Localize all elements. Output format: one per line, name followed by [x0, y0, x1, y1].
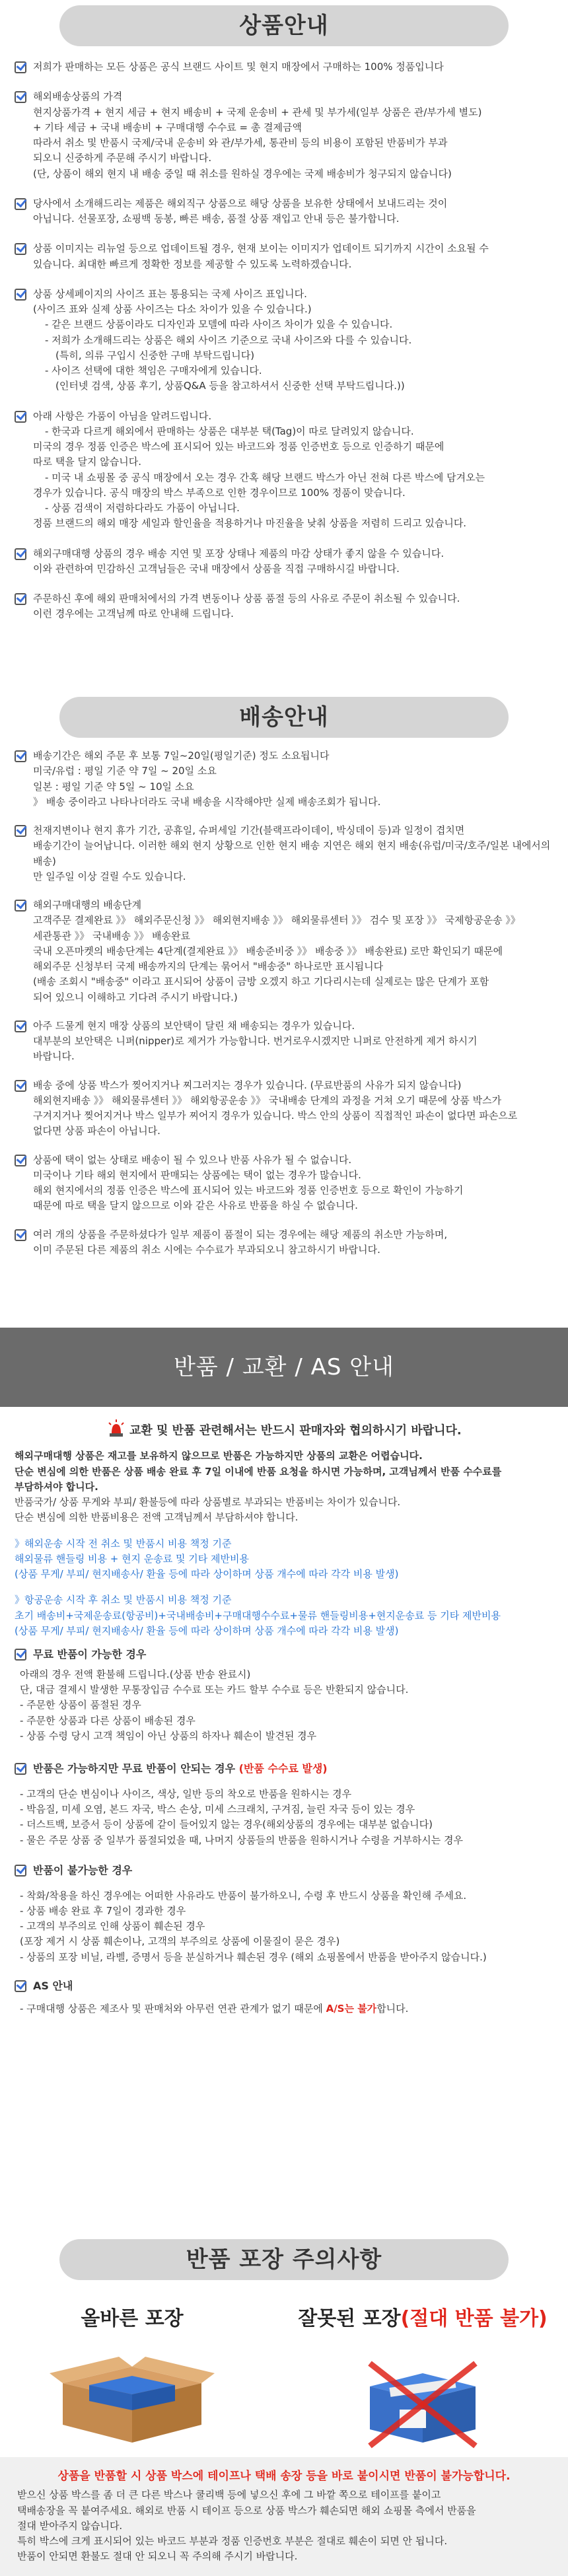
text-line: 》 배송 중이라고 나타나더라도 국내 배송을 시작해야만 실제 배송조회가 됩니다.: [33, 795, 381, 808]
text-line: 되오니 신중하게 주문해 주시기 바랍니다.: [33, 152, 212, 164]
siren-icon: [106, 1419, 126, 1443]
text-line: 세관통관 》》 국내배송 》》 배송완료: [33, 929, 190, 942]
text-line: 때문에 따로 택을 달지 않으므로 이와 같은 사유로 반품을 하실 수 없습니다.: [33, 1199, 358, 1212]
product-item: [15, 546, 553, 577]
text-line: (인터넷 검색, 상품 후기, 상품Q&A 등을 참고하셔서 신중한 선택 부탁드립니다.)): [55, 380, 405, 392]
text-line: - 상품 배송 완료 후 7일이 경과한 경우: [20, 1904, 186, 1917]
checkbox-icon: [15, 1155, 26, 1166]
text-line: 미국의 경우 정품 인증은 박스에 표시되어 있는 바코드와 정품 인증번호 등으로 인증하기 때문에: [33, 441, 444, 452]
paid-return-title: 반품은 가능하지만 무료 반품이 안되는 경우: [33, 1762, 236, 1775]
product-item-body: [33, 59, 553, 75]
text-line: (배송 조회시 "배송중" 이라고 표시되어 상품이 금방 오겠지 하고 기다리시는데 실제로는 많은 단계가 포함: [33, 976, 489, 988]
text-line: 받으신 상품 박스를 좀 더 큰 다른 박스나 쿨리백 등에 넣으신 후에 그 바깥 쪽으로 테이프를 붙이고: [17, 2489, 441, 2501]
product-item-body: [33, 196, 553, 227]
checkbox-icon: [15, 1865, 26, 1877]
text-line: 단순 변심에 의한 반품비용은 전액 고객님께서 부담하셔야 합니다.: [15, 1511, 299, 1524]
text-line: 여러 개의 상품을 주문하셨다가 일부 제품이 품절이 되는 경우에는 해당 제품의 취소만 가능하며,: [33, 1228, 448, 1240]
text-line: 주문하신 후에 해외 판매처에서의 가격 변동이나 상품 품절 등의 사유로 주문이 취소될 수 있습니다.: [33, 592, 460, 604]
checkbox-icon: [15, 198, 26, 210]
product-item: [15, 196, 553, 227]
text-line: - 상품 검색이 저렴하다라도 가품이 아닙니다.: [45, 502, 240, 514]
checkbox-icon: [15, 91, 26, 103]
bad-packing-em: (절대 반품 불가): [400, 2307, 548, 2330]
text-line: 고객주문 결제완료 》》 해외주문신청 》》 해외현지배송 》》 해외물류센터 》》 검수 및 포장 》》 국제항공운송 》》: [33, 914, 520, 927]
delivery-item-body: [33, 1153, 553, 1214]
text-line: 당사에서 소개해드리는 제품은 해외직구 상품으로 해당 상품을 보유한 상태에서 보내드리는 것이: [33, 197, 448, 209]
checkbox-icon: [15, 411, 26, 423]
as-line-em: A/S는 불가: [326, 2002, 377, 2015]
text-line: 배송기간은 해외 주문 후 보통 7일~20일(평일기준) 정도 소요됩니다: [33, 750, 330, 762]
packing-notice: [0, 2457, 568, 2576]
delivery-item-body: [33, 1078, 553, 1139]
text-line: 해외현지배송 》》 해외물류센터 》》 해외항공운송 》》 국내배송 단계의 과정을 거쳐 오기 때문에 상품 박스가: [33, 1094, 502, 1106]
text-line: 해외구매대행의 배송단계: [33, 899, 142, 911]
returns-intro: [15, 1449, 553, 1525]
product-item-body: [33, 409, 553, 532]
text-line: 없다면 상품 파손이 아닙니다.: [33, 1125, 160, 1137]
text-line: - 물은 주문 상품 중 일부가 품절되었을 때, 나머지 상품들의 반품을 원하시거나 수령을 거부하시는 경우: [20, 1834, 464, 1846]
text-line: 》항공운송 시작 후 취소 및 반품시 비용 책정 기준: [15, 1594, 232, 1606]
paid-return-title-em: (반품 수수료 발생): [238, 1762, 328, 1775]
text-line: 해외주문 신청부터 국제 배송까지의 단계는 묶어서 "배송중" 하나로만 표시됩니다: [33, 960, 384, 972]
text-line: 단, 대금 결제시 발생한 무통장입금 수수료 또는 카드 할부 수수료 등은 반환되지 않습니다.: [20, 1684, 409, 1696]
returns-alert: [15, 1419, 553, 1443]
bad-box-icon: [297, 2347, 548, 2457]
text-line: (단, 상품이 해외 현지 내 배송 중일 때 취소를 원하실 경우에는 국제 배송비가 청구되지 않습니다): [33, 167, 452, 180]
no-return-title: 반품이 불가능한 경우: [33, 1863, 133, 1877]
text-line: - 상품 수령 당시 고객 책임이 아닌 상품의 하자나 훼손이 발견된 경우: [20, 1729, 317, 1742]
no-return-block: [15, 1863, 553, 1879]
as-line-post: 합니다.: [376, 2002, 409, 2015]
checkbox-icon: [15, 548, 26, 560]
as-line-pre: - 구매대행 상품은 제조사 및 판매처와 아무런 연관 관계가 없기 때문에: [20, 2002, 326, 2015]
text-line: 구겨지거나 찢어지거나 박스 일부가 찌어지 경우가 있습니다. 박스 안의 상품이 직접적인 파손이 없다면 파손으로: [33, 1110, 518, 1122]
delivery-item-body: [33, 1227, 553, 1258]
product-item: [15, 59, 553, 75]
text-line: 상품 이미지는 리뉴얼 등으로 업데이트될 경우, 현재 보이는 이미지가 업데이트 되기까지 시간이 소요될 수: [33, 242, 489, 255]
text-line: (상품 무게/ 부피/ 현지배송사/ 환율 등에 따라 상이하며 상품 개수에 따라 각각 비용 발생): [15, 1624, 399, 1637]
text-line: 아주 드물게 현지 매장 상품의 보안택이 달린 채 배송되는 경우가 있습니다.: [33, 1019, 355, 1032]
text-line: 천재지변이나 현지 휴가 기간, 공휴일, 슈퍼세일 기간(블랙프라이데이, 박싱데이 등)과 일정이 겹치면: [33, 824, 465, 836]
checkbox-icon: [15, 1229, 26, 1241]
text-line: 해외 현지에서의 정품 인증은 박스에 표시되어 있는 바코드와 정품 인증번호 등으로 확인이 가능하기: [33, 1184, 464, 1196]
packing-section: [0, 2239, 568, 2280]
paid-return-block: [15, 1761, 553, 1777]
text-line: (포장 제거 시 상품 훼손이나, 고객의 부주의로 상품에 이물질이 묻은 경우): [20, 1935, 340, 1948]
text-line: - 저희가 소개해드리는 상품은 해외 사이즈 기준으로 국내 사이즈와 다를 수 있습니다.: [45, 334, 412, 346]
good-packing-label: 올바른 포장: [81, 2307, 184, 2330]
text-line: (상품 무게/ 부피/ 현지배송사/ 환율 등에 따라 상이하며 상품 개수에 따라 각각 비용 발생): [15, 1568, 399, 1580]
packing-notice-lines: [17, 2487, 551, 2564]
checkbox-icon: [15, 1649, 26, 1661]
no-return-lines: [15, 1888, 553, 1965]
checkbox-icon: [15, 1980, 26, 1992]
text-line: 정품 브랜드의 해외 매장 세일과 할인율을 적용하거나 마진율을 낮춰 상품을 저렴히 드리고 있습니다.: [33, 517, 467, 530]
text-line: (사이즈 표와 실제 상품 사이즈는 다소 차이가 있을 수 있습니다.): [33, 303, 312, 315]
text-line: - 사이즈 선택에 대한 책임은 구매자에게 있습니다.: [45, 365, 262, 376]
text-line: - 같은 브랜드 상품이라도 디자인과 모델에 따라 사이즈 차이가 있을 수 있습니다.: [45, 318, 393, 331]
as-title: AS 안내: [33, 1979, 73, 1992]
product-item: [15, 409, 553, 532]
delivery-item-body: [33, 823, 553, 884]
bad-packing: [297, 2304, 548, 2457]
checkbox-icon: [15, 825, 26, 837]
returns-section-title: 반품 / 교환 / AS 안내: [174, 1353, 394, 1380]
checkbox-icon: [15, 1763, 26, 1775]
delivery-item-body: [33, 1019, 553, 1065]
text-line: 있습니다. 최대한 빠르게 정확한 정보를 제공할 수 있도록 노력하겠습니다.: [33, 258, 352, 270]
text-line: 해외구매대행 상품은 재고를 보유하지 않으므로 반품은 가능하지만 상품의 교환은 어렵습니다.: [15, 1450, 423, 1462]
checkbox-icon: [15, 61, 26, 73]
text-line: 바랍니다.: [33, 1050, 75, 1063]
text-line: 상품 상세페이지의 사이즈 표는 통용되는 국제 사이즈 표입니다.: [33, 287, 307, 300]
text-line: - 주문한 상품이 품절된 경우: [20, 1699, 141, 1711]
bad-packing-label: 잘못된 포장: [298, 2307, 401, 2330]
checkbox-icon: [15, 1020, 26, 1032]
text-line: 반품이 안되면 환불도 절대 안 되오니 꼭 주의해 주시기 바랍니다.: [17, 2550, 298, 2563]
text-line: 반품국가/ 상품 무게와 부피/ 환불등에 따라 상품별로 부과되는 반품비는 차이가 있습니다.: [15, 1496, 401, 1508]
product-item-body: [33, 546, 553, 577]
text-line: 초기 배송비+국제운송료(항공비)+국내배송비+구매대행수수료+물류 핸들링비용+현지운송료 등 기타 제반비용: [15, 1609, 501, 1622]
text-line: 절대 받아주지 않습니다.: [17, 2519, 123, 2532]
text-line: 저희가 판매하는 모든 상품은 공식 브랜드 사이트 및 현지 매장에서 구매하는 100% 정품입니다: [33, 61, 444, 73]
delivery-section-header: [59, 697, 509, 738]
text-line: 국내 오픈마켓의 배송단계는 4단계(결제완료 》》 배송준비중 》》 배송중 》》 배송완료) 로만 확인되기 때문에: [33, 945, 503, 957]
good-box-icon: [46, 2347, 218, 2451]
text-line: 이와 관련하여 민감하신 고객님들은 국내 매장에서 상품을 직접 구매하시길 바랍니다.: [33, 562, 400, 575]
text-line: + 기타 세금 + 국내 배송비 + 구매대행 수수료 = 총 결제금액: [33, 121, 302, 133]
text-line: 현지상품가격 + 현지 세금 + 현지 배송비 + 국제 운송비 + 관세 및 부가세(일부 상품은 관/부가세 별도): [33, 106, 482, 118]
delivery-item-body: [33, 898, 553, 1005]
delivery-item: [15, 823, 553, 884]
product-item-body: [33, 89, 553, 182]
text-line: 해외구매대행 상품의 경우 배송 지연 및 포장 상태나 제품의 마감 상태가 좋지 않을 수 있습니다.: [33, 547, 444, 559]
text-line: 따라서 취소 및 반품시 국제/국내 운송비 와 관/부가세, 통관비 등의 비용이 포함된 반품비가 부과: [33, 137, 448, 149]
text-line: - 한국과 다르게 해외에서 판매하는 상품은 대부분 택(Tag)이 따로 달려있지 않습니다.: [45, 425, 414, 437]
checkbox-icon: [15, 243, 26, 255]
packing-section-title: 반품 포장 주의사항: [186, 2246, 382, 2273]
text-line: 》해외운송 시작 전 취소 및 반품시 비용 책정 기준: [15, 1537, 232, 1550]
text-line: 아닙니다. 선물포장, 쇼핑백 동봉, 빠른 배송, 품절 상품 재입고 안내 등은 불가합니다.: [33, 213, 400, 225]
text-line: 배송 중에 상품 박스가 찢어지거나 찌그러지는 경우가 있습니다. (무료반품의 사유가 되지 않습니다): [33, 1079, 462, 1091]
free-return-title: 무료 반품이 가능한 경우: [33, 1648, 147, 1661]
packing-notice-lead: 상품을 반품할 시 상품 박스에 테이프나 택배 송장 등을 바로 붙이시면 반품이 불가능합니다.: [57, 2470, 511, 2483]
as-line: [15, 2001, 553, 2017]
text-line: 경우가 있습니다. 공식 매장의 박스 부족으로 인한 경우이므로 100% 정품이 맞습니다.: [33, 486, 406, 499]
checkbox-icon: [15, 750, 26, 762]
free-return-lines: [15, 1667, 553, 1744]
delivery-section: [0, 697, 568, 1258]
text-line: 해외물류 핸들링 비용 + 현지 운송료 및 기타 제반비용: [15, 1552, 250, 1565]
text-line: 부담하셔야 합니다.: [15, 1480, 98, 1493]
text-line: - 더스트백, 보증서 등이 상품에 같이 들어있지 않는 경우(해외상품의 경우에는 대부분 없습니다): [20, 1818, 433, 1831]
returns-fee-before: [15, 1536, 553, 1583]
text-line: 특히 박스에 크게 표시되어 있는 바코드 부분과 정품 인증번호 부분은 절대로 훼손이 되면 안 됩니다.: [17, 2535, 448, 2548]
text-line: - 고객의 단순 변심이나 사이즈, 색상, 일반 등의 착오로 반품을 원하시는 경우: [20, 1787, 352, 1800]
text-line: 택배송장을 꼭 붙여주세요. 해외로 반품 시 테이프 등으로 상품 박스가 훼손되면 해외 쇼핑몰 측에서 반품을: [17, 2504, 476, 2517]
product-section: [0, 5, 568, 622]
returns-section: [0, 1328, 568, 2017]
checkbox-icon: [15, 1080, 26, 1092]
free-return-block: [15, 1647, 553, 1663]
delivery-item-body: [33, 748, 553, 810]
text-line: 만 일주일 이상 걸릴 수도 있습니다.: [33, 870, 186, 882]
text-line: 상품에 택이 없는 상태로 배송이 될 수 있으나 반품 사유가 될 수 없습니다.: [33, 1153, 352, 1166]
product-section-header: [59, 5, 509, 46]
text-line: 따로 택을 달지 않습니다.: [33, 456, 141, 468]
checkbox-icon: [15, 900, 26, 912]
text-line: 되어 있으니 이해하고 기다려 주시기 바랍니다.): [33, 991, 238, 1003]
product-item: [15, 591, 553, 622]
delivery-item: [15, 1078, 553, 1139]
text-line: 대부분의 보안택은 니퍼(nipper)로 제거가 가능합니다. 번거로우시겠지만 니퍼로 안전하게 제거 하시기: [33, 1035, 478, 1047]
text-line: - 착화/착용을 하신 경우에는 어떠한 사유라도 반품이 불가하오니, 수령 후 반드시 상품을 확인해 주세요.: [20, 1889, 467, 1902]
text-line: - 주문한 상품과 다른 상품이 배송된 경우: [20, 1714, 195, 1727]
product-item: [15, 89, 553, 182]
product-items: [0, 59, 568, 622]
delivery-section-title: 배송안내: [239, 703, 329, 731]
returns-section-header: [0, 1328, 568, 1407]
text-line: - 미국 내 쇼핑몰 중 공식 매장에서 오는 경우 간혹 해당 브랜드 박스가 아닌 전혀 다른 박스에 담겨오는: [45, 471, 485, 483]
text-line: - 박음질, 미세 오염, 본드 자국, 박스 손상, 미세 스크래치, 구겨짐, 늘린 자국 등이 있는 경우: [20, 1803, 415, 1816]
returns-alert-text: 교환 및 반품 관련해서는 반드시 판매자와 협의하시기 바랍니다.: [129, 1423, 462, 1438]
as-block: [15, 1978, 553, 1995]
product-item-body: [33, 591, 553, 622]
product-section-title: 상품안내: [239, 12, 329, 39]
product-item: [15, 241, 553, 272]
text-line: 아래 사항은 가품이 아님을 알려드립니다.: [33, 410, 212, 422]
delivery-item: [15, 898, 553, 1005]
checkbox-icon: [15, 289, 26, 301]
delivery-items: [0, 748, 568, 1258]
returns-fee-after: [15, 1592, 553, 1639]
product-item-body: [33, 287, 553, 394]
text-line: (특히, 의류 구입시 신중한 구매 부탁드립니다): [55, 349, 255, 361]
delivery-item: [15, 748, 553, 810]
product-item-body: [33, 241, 553, 272]
text-line: 아래의 경우 전액 환불해 드립니다.(상품 반송 완료시): [20, 1668, 251, 1680]
good-packing: [46, 2304, 218, 2451]
text-line: 일본 : 평일 기준 약 5일 ~ 10일 소요: [33, 780, 194, 793]
checkbox-icon: [15, 593, 26, 605]
product-item: [15, 287, 553, 394]
paid-return-lines: [15, 1787, 553, 1848]
text-line: 이미 주문된 다른 제품의 취소 시에는 수수료가 부과되오니 참고하시기 바랍니다.: [33, 1243, 380, 1256]
text-line: 이런 경우에는 고객님께 따로 안내해 드립니다.: [33, 608, 234, 620]
text-line: - 상품의 포장 비닐, 라벨, 증명서 등을 분실하거나 훼손된 경우 (해외 쇼핑몰에서 반품을 받아주지 않습니다.): [20, 1950, 487, 1963]
packing-section-header: [59, 2239, 509, 2280]
text-line: 해외배송상품의 가격: [33, 90, 123, 103]
text-line: - 고객의 부주의로 인해 상품이 훼손된 경우: [20, 1920, 205, 1933]
text-line: 단순 변심에 의한 반품은 상품 배송 완료 후 7일 이내에 반품 요청을 하시면 가능하며, 고객님께서 반품 수수료를: [15, 1465, 502, 1478]
delivery-item: [15, 1019, 553, 1065]
text-line: 배송기간이 늘어납니다. 이러한 해외 현지 상황으로 인한 현지 배송 지연은 해외 현지 배송(유럽/미국/호주/일본 내에서의 배송): [33, 840, 551, 867]
delivery-item: [15, 1153, 553, 1214]
text-line: 미국/유럽 : 평일 기준 약 7일 ~ 20일 소요: [33, 765, 217, 777]
text-line: 미국이나 기타 해외 현지에서 판매되는 상품에는 택이 없는 경우가 많습니다.: [33, 1168, 361, 1181]
delivery-item: [15, 1227, 553, 1258]
